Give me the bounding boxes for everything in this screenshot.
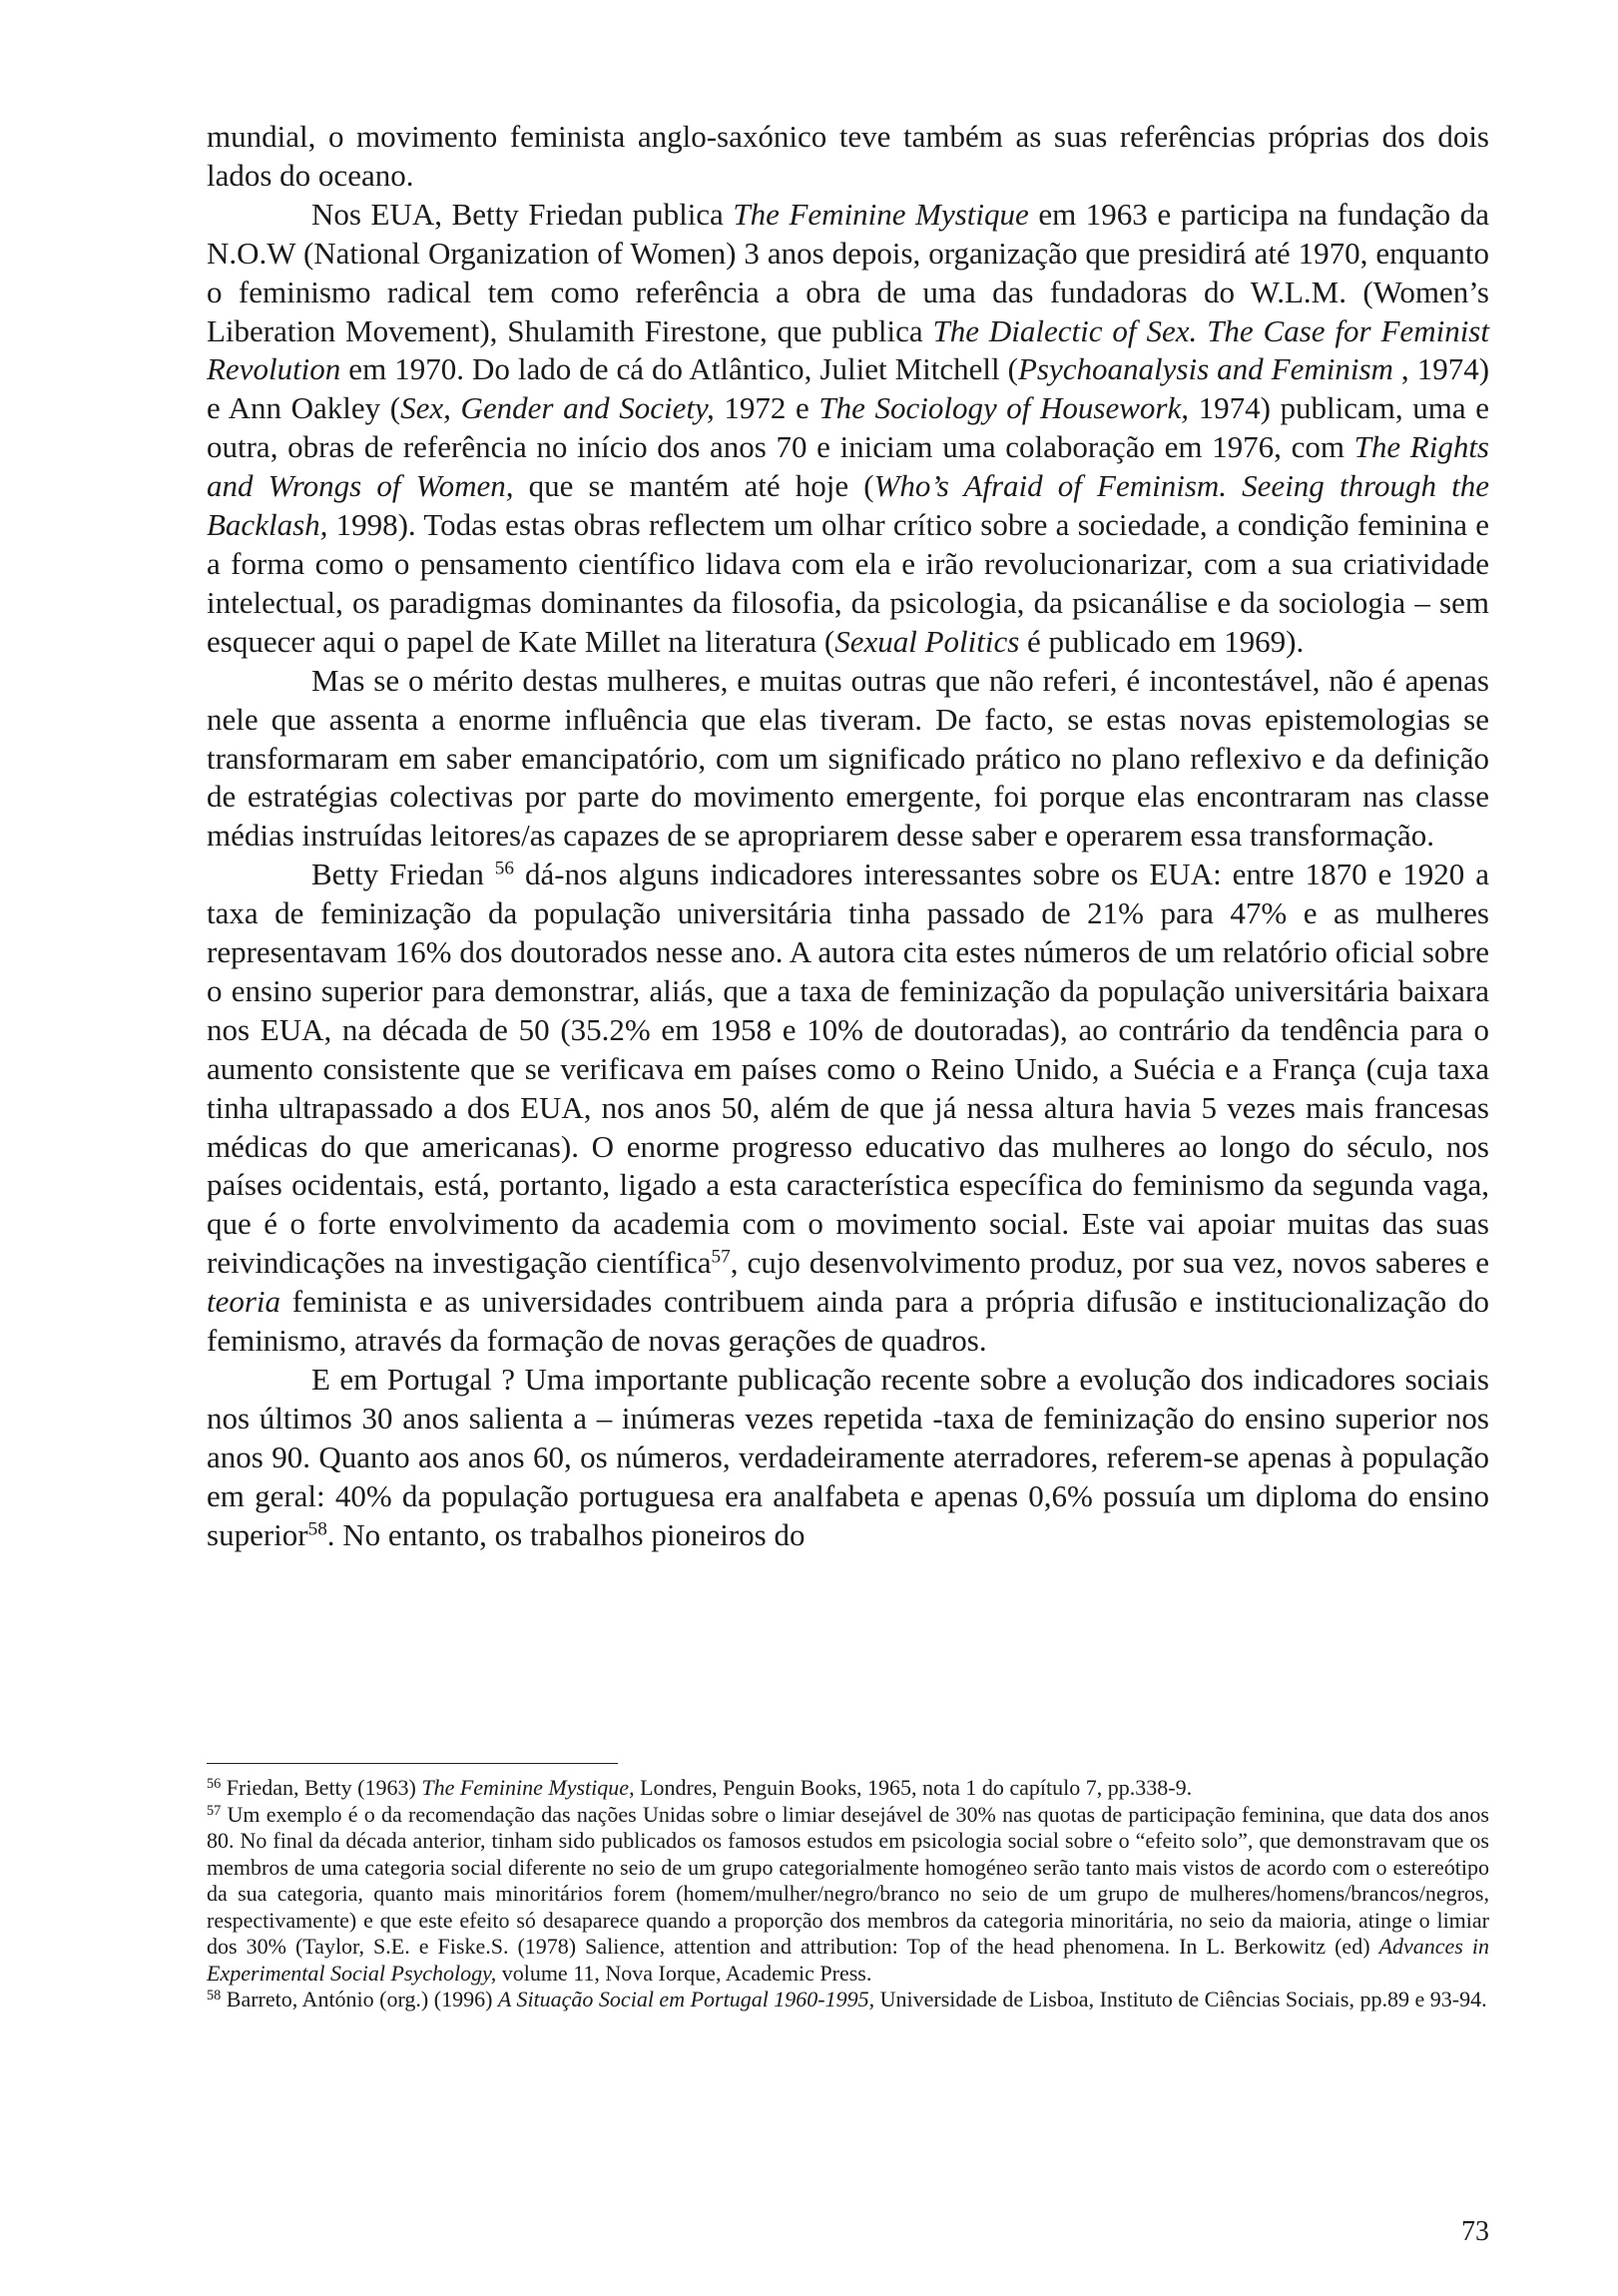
italic-text: A Situação Social em Portugal 1960-1995, xyxy=(497,1987,875,2011)
text-run: volume 11, Nova Iorque, Academic Press. xyxy=(496,1960,872,1986)
text-run: E em Portugal ? Uma importante publicação recente sobre a evolução dos indicadores sociais nos últimos 30 anos salienta a – inúmeras vezes repetida -taxa de feminização do ensino superior nos anos 90. Quanto aos anos 60, os números, verdadeiramente aterradores, referem-se apenas à população em geral: 40% da população portuguesa era analfabeta e apenas 0,6% possuía um diploma do ensino superior xyxy=(207,1362,1489,1552)
italic-text: The Sociology of Housework, xyxy=(818,390,1189,426)
text-run: Friedan, Betty (1963) xyxy=(221,1775,422,1800)
text-run: 1972 e xyxy=(714,390,819,426)
text-run: , cujo desenvolvimento produz, por sua vez, novos saberes e xyxy=(730,1245,1489,1281)
footnote-ref: 56 xyxy=(494,858,514,879)
text-run: feminista e as universidades contribuem ainda para a própria difusão e institucionalização do feminismo, através da formação de novas gerações de quadros. xyxy=(207,1284,1489,1359)
text-run: 1998). Todas estas obras reflectem um olhar crítico sobre a sociedade, a condição feminina e a forma como o pensamento científico lidava com ela e irão revolucionarizar, com a sua criatividade intelectual, os paradigmas dominantes da filosofia, da psicologia, da psicanálise e da sociologia – sem esquecer aqui o papel de Kate Millet na literatura ( xyxy=(207,507,1489,659)
paragraph xyxy=(207,1361,1489,1555)
footnote-divider xyxy=(207,1763,618,1764)
footnote xyxy=(207,1802,1489,1988)
text-run: que se mantém até hoje ( xyxy=(513,468,874,504)
text-run: . No entanto, os trabalhos pioneiros do xyxy=(326,1516,806,1552)
italic-text: Psychoanalysis and Feminism xyxy=(1018,351,1393,387)
paragraph xyxy=(207,118,1489,196)
italic-text: Who’s Afraid of Feminism. Seeing through the Backlash, xyxy=(207,468,1489,543)
footnote xyxy=(207,1987,1489,2013)
text-run: Nos EUA, Betty Friedan publica xyxy=(311,196,734,232)
paragraph xyxy=(207,662,1489,857)
text-run: Universidade de Lisboa, Instituto de Ciências Sociais, pp.89 e 93-94. xyxy=(874,1987,1487,2011)
italic-text: Advances in Experimental Social Psychology, xyxy=(207,1934,1489,1986)
italic-text: Sexual Politics xyxy=(834,623,1020,659)
footnotes xyxy=(207,1775,1489,2013)
footnote-ref: 56 xyxy=(207,1775,222,1792)
text-run: Mas se o mérito destas mulheres, e muitas outras que não referi, é incontestável, não é apenas nele que assenta a enorme influência que elas tiveram. De facto, se estas novas epistemologias se transformaram em saber emancipatório, com um significado prático no plano reflexivo e da definição de estratégias colectivas por parte do movimento emergente, foi porque elas encontraram nas classe médias instruídas leitores/as capazes de se apropriarem desse saber e operarem essa transformação. xyxy=(207,662,1489,854)
italic-text: The Feminine Mystique xyxy=(733,196,1029,232)
italic-text: The Rights and Wrongs of Women, xyxy=(207,429,1489,504)
text-run: , 1974) e Ann Oakley ( xyxy=(207,351,1490,426)
italic-text: teoria xyxy=(207,1284,281,1320)
footnote xyxy=(207,1775,1489,1802)
italic-text: Sex, Gender and Society, xyxy=(400,390,715,426)
text-run: mundial, o movimento feminista anglo-saxónico teve também as suas referências próprias dos dois lados do oceano. xyxy=(207,119,1489,193)
text-run: Barreto, António (org.) (1996) xyxy=(221,1987,498,2011)
text-run: é publicado em 1969). xyxy=(1019,623,1305,659)
text-run: , Londres, Penguin Books, 1965, nota 1 do capítulo 7, pp.338-9. xyxy=(629,1775,1193,1800)
text-run: Um exemplo é o da recomendação das nações Unidas sobre o limiar desejável de 30% nas quotas de participação feminina, que data dos anos 80. No final da década anterior, tinham sido publicados os famosos estudos em psicologia social sobre o “efeito solo”, que demonstravam que os membros de uma categoria social diferente no seio de um grupo categorialmente homogéneo serão tanto mais vistos de acordo com o estereótipo da sua categoria, quanto mais minoritários forem (homem/mulher/negro/branco no seio de um grupo de mulheres/homens/brancos/negros, respectivamente) e que este efeito só desaparece quando a proporção dos membros da categoria minoritária, no seio da maioria, atinge o limiar dos 30% (Taylor, S.E. e Fiske.S. (1978) Salience, attention and attribution: Top of the head phenomena. In L. Berkowitz (ed) xyxy=(207,1801,1489,1959)
body-text xyxy=(207,118,1489,1555)
text-run: em 1963 e participa na fundação da N.O.W (National Organization of Women) 3 anos depois, organização que presidirá até 1970, enquanto o feminismo radical tem como referência a obra de uma das fundadoras do W.L.M. (Women’s Liberation Movement), Shulamith Firestone, que publica xyxy=(207,196,1489,348)
footnote-ref: 57 xyxy=(711,1246,731,1268)
text-run: 1974) publicam, uma e outra, obras de referência no início dos anos 70 e iniciam uma colaboração em 1976, com xyxy=(207,390,1490,465)
italic-text: The Dialectic of Sex. The Case for Feminist Revolution xyxy=(207,312,1489,387)
footnote-ref: 58 xyxy=(207,1987,222,2004)
text-run: dá-nos alguns indicadores interessantes sobre os EUA: entre 1870 e 1920 a taxa de feminização da população universitária tinha passado de 21% para 47% e as mulheres representavam 16% dos doutorados nesse ano. A autora cita estes números de um relatório oficial sobre o ensino superior para demonstrar, aliás, que a taxa de feminização da população universitária baixara nos EUA, na década de 50 (35.2% em 1958 e 10% de doutoradas), ao contrário da tendência para o aumento consistente que se verificava em países como o Reino Unido, a Suécia e a França (cuja taxa tinha ultrapassado a dos EUA, nos anos 50, além de que já nessa altura havia 5 vezes mais francesas médicas do que americanas). O enorme progresso educativo das mulheres ao longo do século, nos países ocidentais, está, portanto, ligado a esta característica específica do feminismo da segunda vaga, que é o forte envolvimento da academia com o movimento social. Este vai apoiar muitas das suas reivindicações na investigação científica xyxy=(207,857,1489,1281)
italic-text: The Feminine Mystique xyxy=(421,1775,630,1800)
text-run: Betty Friedan xyxy=(311,857,495,892)
footnote-ref: 58 xyxy=(307,1518,327,1540)
page-number: 73 xyxy=(1461,2216,1489,2247)
paragraph xyxy=(207,856,1489,1361)
document-page xyxy=(207,118,1489,2274)
paragraph xyxy=(207,196,1489,662)
footnote-ref: 57 xyxy=(207,1802,222,1819)
text-run: em 1970. Do lado de cá do Atlântico, Juliet Mitchell ( xyxy=(340,351,1018,387)
